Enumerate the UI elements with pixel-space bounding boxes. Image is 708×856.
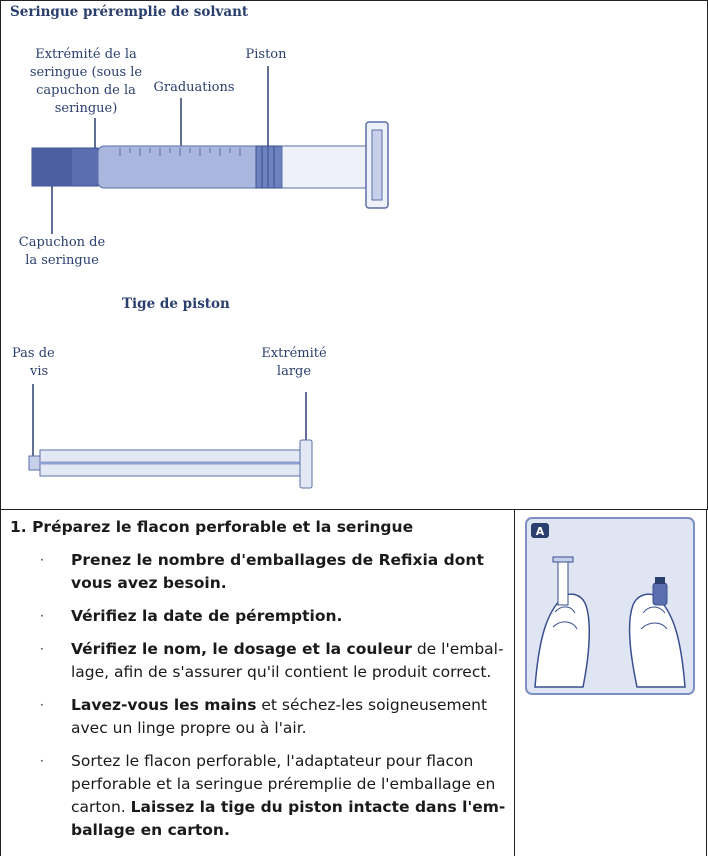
instruction-list [30,549,506,852]
syringe-title: Seringue préremplie de solvant [10,4,249,20]
piston-label: Piston [245,47,287,62]
plunger-illustration [0,300,708,500]
step-title: 1. Préparez le flacon perforable et la seringue [10,518,414,536]
figure-badge: A [535,525,545,538]
wide-end-label: Extrémité large [261,346,327,379]
list-item: · Lavez-vous les mains et séchez-les soigneusement avec un linge propre ou à l'air. [40,696,488,737]
hands-illustration [525,517,697,697]
list-item: · Sortez le flacon perforable, l'adaptateur pour flacon perforable et la seringue préremplie de l'emballage en carton. Laissez la tige du piston intacte dans l'em-ballage en carton. [40,752,506,839]
cap-label: Capuchon de la seringue [18,235,106,268]
thread-label: Pas de vis [12,346,55,379]
list-item: · Vérifiez la date de péremption. [40,607,343,625]
plunger-title: Tige de piston [122,296,230,312]
syringe-illustration [0,0,708,300]
syringe-tip-label: Extrémité de la seringue (sous le capuchon de la seringue) [29,47,143,116]
list-item: · Prenez le nombre d'emballages de Refixia dont vous avez besoin. [40,551,484,592]
list-item: · Vérifiez le nom, le dosage et la couleur de l'embal-lage, afin de s'assurer qu'il contient le produit correct. [40,640,504,681]
graduations-label: Graduations [153,80,235,95]
